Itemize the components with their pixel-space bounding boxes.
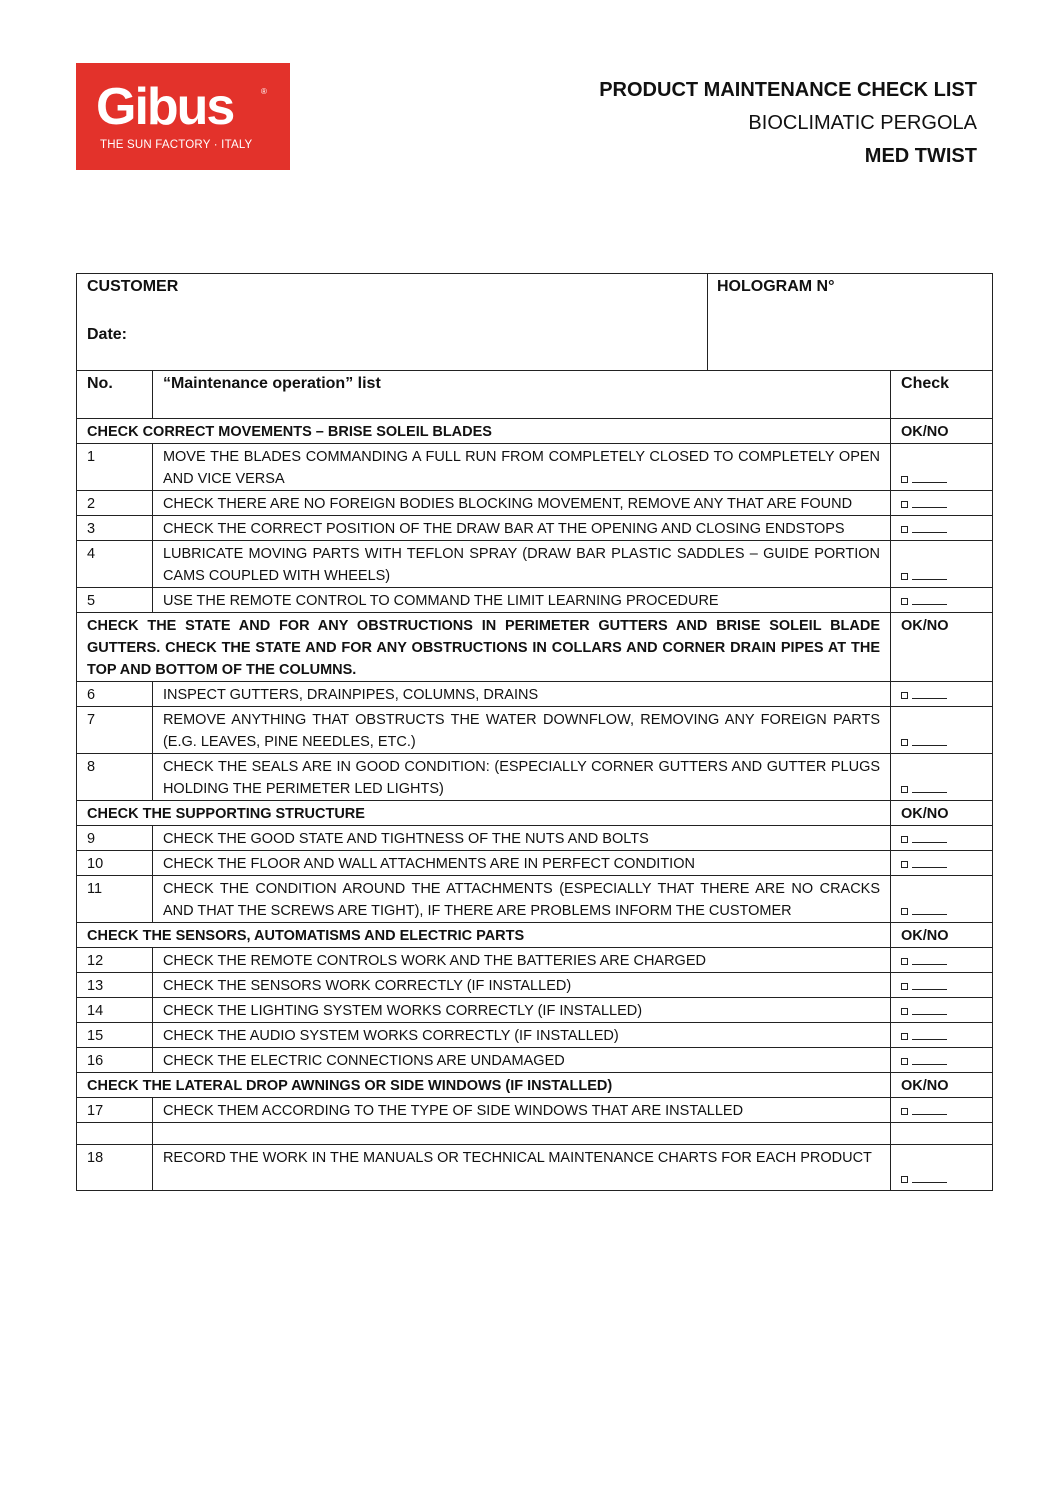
section-title: CHECK THE STATE AND FOR ANY OBSTRUCTIONS IN PERIMETER GUTTERS AND BRISE SOLEIL BLADE GUTTERS. CHECK THE STATE AND FOR ANY OBSTRUCTIONS IN COLLARS AND CORNER DRAIN PIPES AT THE TOP AND BOTTOM OF THE COLUMNS. bbox=[77, 613, 891, 682]
row-number: 1 bbox=[77, 444, 153, 491]
checkbox-icon[interactable] bbox=[901, 692, 908, 699]
blank-line bbox=[912, 792, 947, 793]
section-row bbox=[77, 1073, 993, 1098]
table-row bbox=[77, 682, 993, 707]
row-operation: MOVE THE BLADES COMMANDING A FULL RUN FROM COMPLETELY CLOSED TO COMPLETELY OPEN AND VICE VERSA bbox=[152, 444, 890, 491]
maintenance-table bbox=[76, 370, 993, 1191]
blank-line bbox=[912, 1039, 947, 1040]
checkbox-field[interactable] bbox=[901, 468, 982, 490]
blank-line bbox=[912, 698, 947, 699]
checkbox-field[interactable] bbox=[901, 1025, 982, 1047]
section-row bbox=[77, 613, 993, 682]
check-cell bbox=[891, 1048, 993, 1073]
row-number: 11 bbox=[77, 876, 153, 923]
checkbox-icon[interactable] bbox=[901, 476, 908, 483]
check-cell bbox=[891, 876, 993, 923]
checkbox-icon[interactable] bbox=[901, 861, 908, 868]
blank-line bbox=[912, 989, 947, 990]
blank-line bbox=[912, 507, 947, 508]
blank-line bbox=[912, 842, 947, 843]
checkbox-field[interactable] bbox=[901, 518, 982, 540]
logo-brand: Gibus bbox=[96, 78, 234, 136]
table-row bbox=[77, 826, 993, 851]
checkbox-field[interactable] bbox=[901, 778, 982, 800]
section-row bbox=[77, 801, 993, 826]
table-header-row bbox=[77, 371, 993, 419]
row-number: 8 bbox=[77, 754, 153, 801]
table-row bbox=[77, 876, 993, 923]
row-operation: USE THE REMOTE CONTROL TO COMMAND THE LIMIT LEARNING PROCEDURE bbox=[152, 588, 890, 613]
checkbox-field[interactable] bbox=[901, 828, 982, 850]
blank-line bbox=[912, 579, 947, 580]
row-operation: CHECK THEM ACCORDING TO THE TYPE OF SIDE WINDOWS THAT ARE INSTALLED bbox=[152, 1098, 890, 1123]
row-number: 9 bbox=[77, 826, 153, 851]
blank-line bbox=[912, 914, 947, 915]
doc-subtitle: BIOCLIMATIC PERGOLA bbox=[748, 112, 977, 134]
check-cell bbox=[891, 682, 993, 707]
checkbox-icon[interactable] bbox=[901, 1058, 908, 1065]
date-label: Date: bbox=[87, 326, 128, 343]
check-cell bbox=[891, 851, 993, 876]
checkbox-icon[interactable] bbox=[901, 1033, 908, 1040]
blank-line bbox=[912, 1114, 947, 1115]
row-operation: REMOVE ANYTHING THAT OBSTRUCTS THE WATER DOWNFLOW, REMOVING ANY FOREIGN PARTS (E.G. LEAVES, PINE NEEDLES, ETC.) bbox=[152, 707, 890, 754]
check-cell bbox=[891, 1023, 993, 1048]
checkbox-icon[interactable] bbox=[901, 501, 908, 508]
section-title: CHECK THE LATERAL DROP AWNINGS OR SIDE WINDOWS (IF INSTALLED) bbox=[77, 1073, 891, 1098]
checkbox-icon[interactable] bbox=[901, 598, 908, 605]
customer-header-box bbox=[76, 273, 993, 371]
section-check-label: OK/NO bbox=[891, 1073, 993, 1098]
row-operation: CHECK THE GOOD STATE AND TIGHTNESS OF THE NUTS AND BOLTS bbox=[152, 826, 890, 851]
check-cell bbox=[891, 444, 993, 491]
check-cell bbox=[891, 707, 993, 754]
blank-line bbox=[912, 604, 947, 605]
doc-model: MED TWIST bbox=[864, 145, 977, 167]
blank-row bbox=[77, 1123, 993, 1145]
row-operation: CHECK THE CORRECT POSITION OF THE DRAW BAR AT THE OPENING AND CLOSING ENDSTOPS bbox=[152, 516, 890, 541]
row-operation: CHECK THE SEALS ARE IN GOOD CONDITION: (ESPECIALLY CORNER GUTTERS AND GUTTER PLUGS HOLDING THE PERIMETER LED LIGHTS) bbox=[152, 754, 890, 801]
check-cell bbox=[891, 973, 993, 998]
row-operation: CHECK THE CONDITION AROUND THE ATTACHMENTS (ESPECIALLY THAT THERE ARE NO CRACKS AND THAT THE SCREWS ARE TIGHT), IF THERE ARE PROBLEMS INFORM THE CUSTOMER bbox=[152, 876, 890, 923]
blank-line bbox=[912, 867, 947, 868]
customer-label: CUSTOMER bbox=[87, 278, 179, 295]
row-operation: RECORD THE WORK IN THE MANUALS OR TECHNICAL MAINTENANCE CHARTS FOR EACH PRODUCT bbox=[152, 1145, 890, 1191]
col-no-header: No. bbox=[77, 371, 153, 419]
table-row bbox=[77, 541, 993, 588]
checkbox-icon[interactable] bbox=[901, 739, 908, 746]
row-operation: CHECK THERE ARE NO FOREIGN BODIES BLOCKING MOVEMENT, REMOVE ANY THAT ARE FOUND bbox=[152, 491, 890, 516]
blank-line bbox=[912, 1182, 947, 1183]
check-cell bbox=[891, 588, 993, 613]
section-check-label: OK/NO bbox=[891, 801, 993, 826]
checkbox-icon[interactable] bbox=[901, 983, 908, 990]
checkbox-field[interactable] bbox=[901, 1100, 982, 1122]
row-number: 6 bbox=[77, 682, 153, 707]
check-cell bbox=[891, 1123, 993, 1145]
table-row bbox=[77, 973, 993, 998]
section-title: CHECK CORRECT MOVEMENTS – BRISE SOLEIL BLADES bbox=[77, 419, 891, 444]
table-row bbox=[77, 707, 993, 754]
table-row bbox=[77, 491, 993, 516]
blank-line bbox=[912, 532, 947, 533]
table-row bbox=[77, 1145, 993, 1191]
col-check-header: Check bbox=[891, 371, 993, 419]
table-row bbox=[77, 1023, 993, 1048]
checkbox-icon[interactable] bbox=[901, 573, 908, 580]
row-number: 17 bbox=[77, 1098, 153, 1123]
check-cell bbox=[891, 754, 993, 801]
checkbox-field[interactable] bbox=[901, 1000, 982, 1022]
row-operation: CHECK THE AUDIO SYSTEM WORKS CORRECTLY (IF INSTALLED) bbox=[152, 1023, 890, 1048]
document-titles bbox=[599, 74, 977, 173]
checkbox-field[interactable] bbox=[901, 900, 982, 922]
checkbox-icon[interactable] bbox=[901, 836, 908, 843]
row-number: 5 bbox=[77, 588, 153, 613]
logo-registered-mark: ® bbox=[261, 87, 267, 96]
row-number: 2 bbox=[77, 491, 153, 516]
section-check-label: OK/NO bbox=[891, 923, 993, 948]
check-cell bbox=[891, 541, 993, 588]
row-operation: LUBRICATE MOVING PARTS WITH TEFLON SPRAY (DRAW BAR PLASTIC SADDLES – GUIDE PORTION CAMS COUPLED WITH WHEELS) bbox=[152, 541, 890, 588]
row-number: 4 bbox=[77, 541, 153, 588]
row-operation: CHECK THE ELECTRIC CONNECTIONS ARE UNDAMAGED bbox=[152, 1048, 890, 1073]
table-row bbox=[77, 516, 993, 541]
row-operation: CHECK THE FLOOR AND WALL ATTACHMENTS ARE IN PERFECT CONDITION bbox=[152, 851, 890, 876]
blank-line bbox=[912, 1014, 947, 1015]
checkbox-field[interactable] bbox=[901, 731, 982, 753]
section-title: CHECK THE SENSORS, AUTOMATISMS AND ELECTRIC PARTS bbox=[77, 923, 891, 948]
table-row bbox=[77, 1098, 993, 1123]
checkbox-field[interactable] bbox=[901, 975, 982, 997]
table-row bbox=[77, 754, 993, 801]
checkbox-field[interactable] bbox=[901, 493, 982, 515]
checkbox-field[interactable] bbox=[901, 590, 982, 612]
blank-line bbox=[912, 964, 947, 965]
check-cell bbox=[891, 826, 993, 851]
blank-line bbox=[912, 482, 947, 483]
section-check-label: OK/NO bbox=[891, 419, 993, 444]
table-row bbox=[77, 998, 993, 1023]
row-number: 3 bbox=[77, 516, 153, 541]
check-cell bbox=[891, 491, 993, 516]
row-operation: CHECK THE SENSORS WORK CORRECTLY (IF INSTALLED) bbox=[152, 973, 890, 998]
checkbox-icon[interactable] bbox=[901, 908, 908, 915]
check-cell bbox=[891, 948, 993, 973]
row-number: 10 bbox=[77, 851, 153, 876]
section-check-label: OK/NO bbox=[891, 613, 993, 682]
row-number: 18 bbox=[77, 1145, 153, 1191]
check-cell bbox=[891, 1145, 993, 1191]
table-row bbox=[77, 948, 993, 973]
row-number: 13 bbox=[77, 973, 153, 998]
row-number: 7 bbox=[77, 707, 153, 754]
row-operation bbox=[152, 1123, 890, 1145]
checkbox-field[interactable] bbox=[901, 684, 982, 706]
doc-title: PRODUCT MAINTENANCE CHECK LIST bbox=[599, 79, 977, 101]
hologram-label: HOLOGRAM N° bbox=[717, 278, 835, 295]
blank-line bbox=[912, 1064, 947, 1065]
row-number: 16 bbox=[77, 1048, 153, 1073]
checkbox-icon[interactable] bbox=[901, 786, 908, 793]
section-row bbox=[77, 419, 993, 444]
check-cell bbox=[891, 516, 993, 541]
table-row bbox=[77, 1048, 993, 1073]
row-operation: CHECK THE LIGHTING SYSTEM WORKS CORRECTLY (IF INSTALLED) bbox=[152, 998, 890, 1023]
row-number: 12 bbox=[77, 948, 153, 973]
row-operation: CHECK THE REMOTE CONTROLS WORK AND THE BATTERIES ARE CHARGED bbox=[152, 948, 890, 973]
checkbox-field[interactable] bbox=[901, 853, 982, 875]
checkbox-icon[interactable] bbox=[901, 1008, 908, 1015]
checkbox-field[interactable] bbox=[901, 1050, 982, 1072]
blank-line bbox=[912, 745, 947, 746]
table-row bbox=[77, 588, 993, 613]
checkbox-icon[interactable] bbox=[901, 526, 908, 533]
row-number: 14 bbox=[77, 998, 153, 1023]
checkbox-icon[interactable] bbox=[901, 1176, 908, 1183]
table-row bbox=[77, 851, 993, 876]
row-number: 15 bbox=[77, 1023, 153, 1048]
checkbox-icon[interactable] bbox=[901, 958, 908, 965]
checkbox-icon[interactable] bbox=[901, 1108, 908, 1115]
section-row bbox=[77, 923, 993, 948]
row-operation: INSPECT GUTTERS, DRAINPIPES, COLUMNS, DRAINS bbox=[152, 682, 890, 707]
logo-tagline: THE SUN FACTORY · ITALY bbox=[100, 139, 253, 151]
checkbox-field[interactable] bbox=[901, 565, 982, 587]
checkbox-field[interactable] bbox=[901, 1168, 982, 1190]
section-title: CHECK THE SUPPORTING STRUCTURE bbox=[77, 801, 891, 826]
check-cell bbox=[891, 998, 993, 1023]
checkbox-field[interactable] bbox=[901, 950, 982, 972]
header-divider bbox=[707, 274, 708, 370]
check-cell bbox=[891, 1098, 993, 1123]
table-row bbox=[77, 444, 993, 491]
gibus-logo bbox=[76, 63, 290, 170]
row-number bbox=[77, 1123, 153, 1145]
col-operation-header: “Maintenance operation” list bbox=[152, 371, 890, 419]
